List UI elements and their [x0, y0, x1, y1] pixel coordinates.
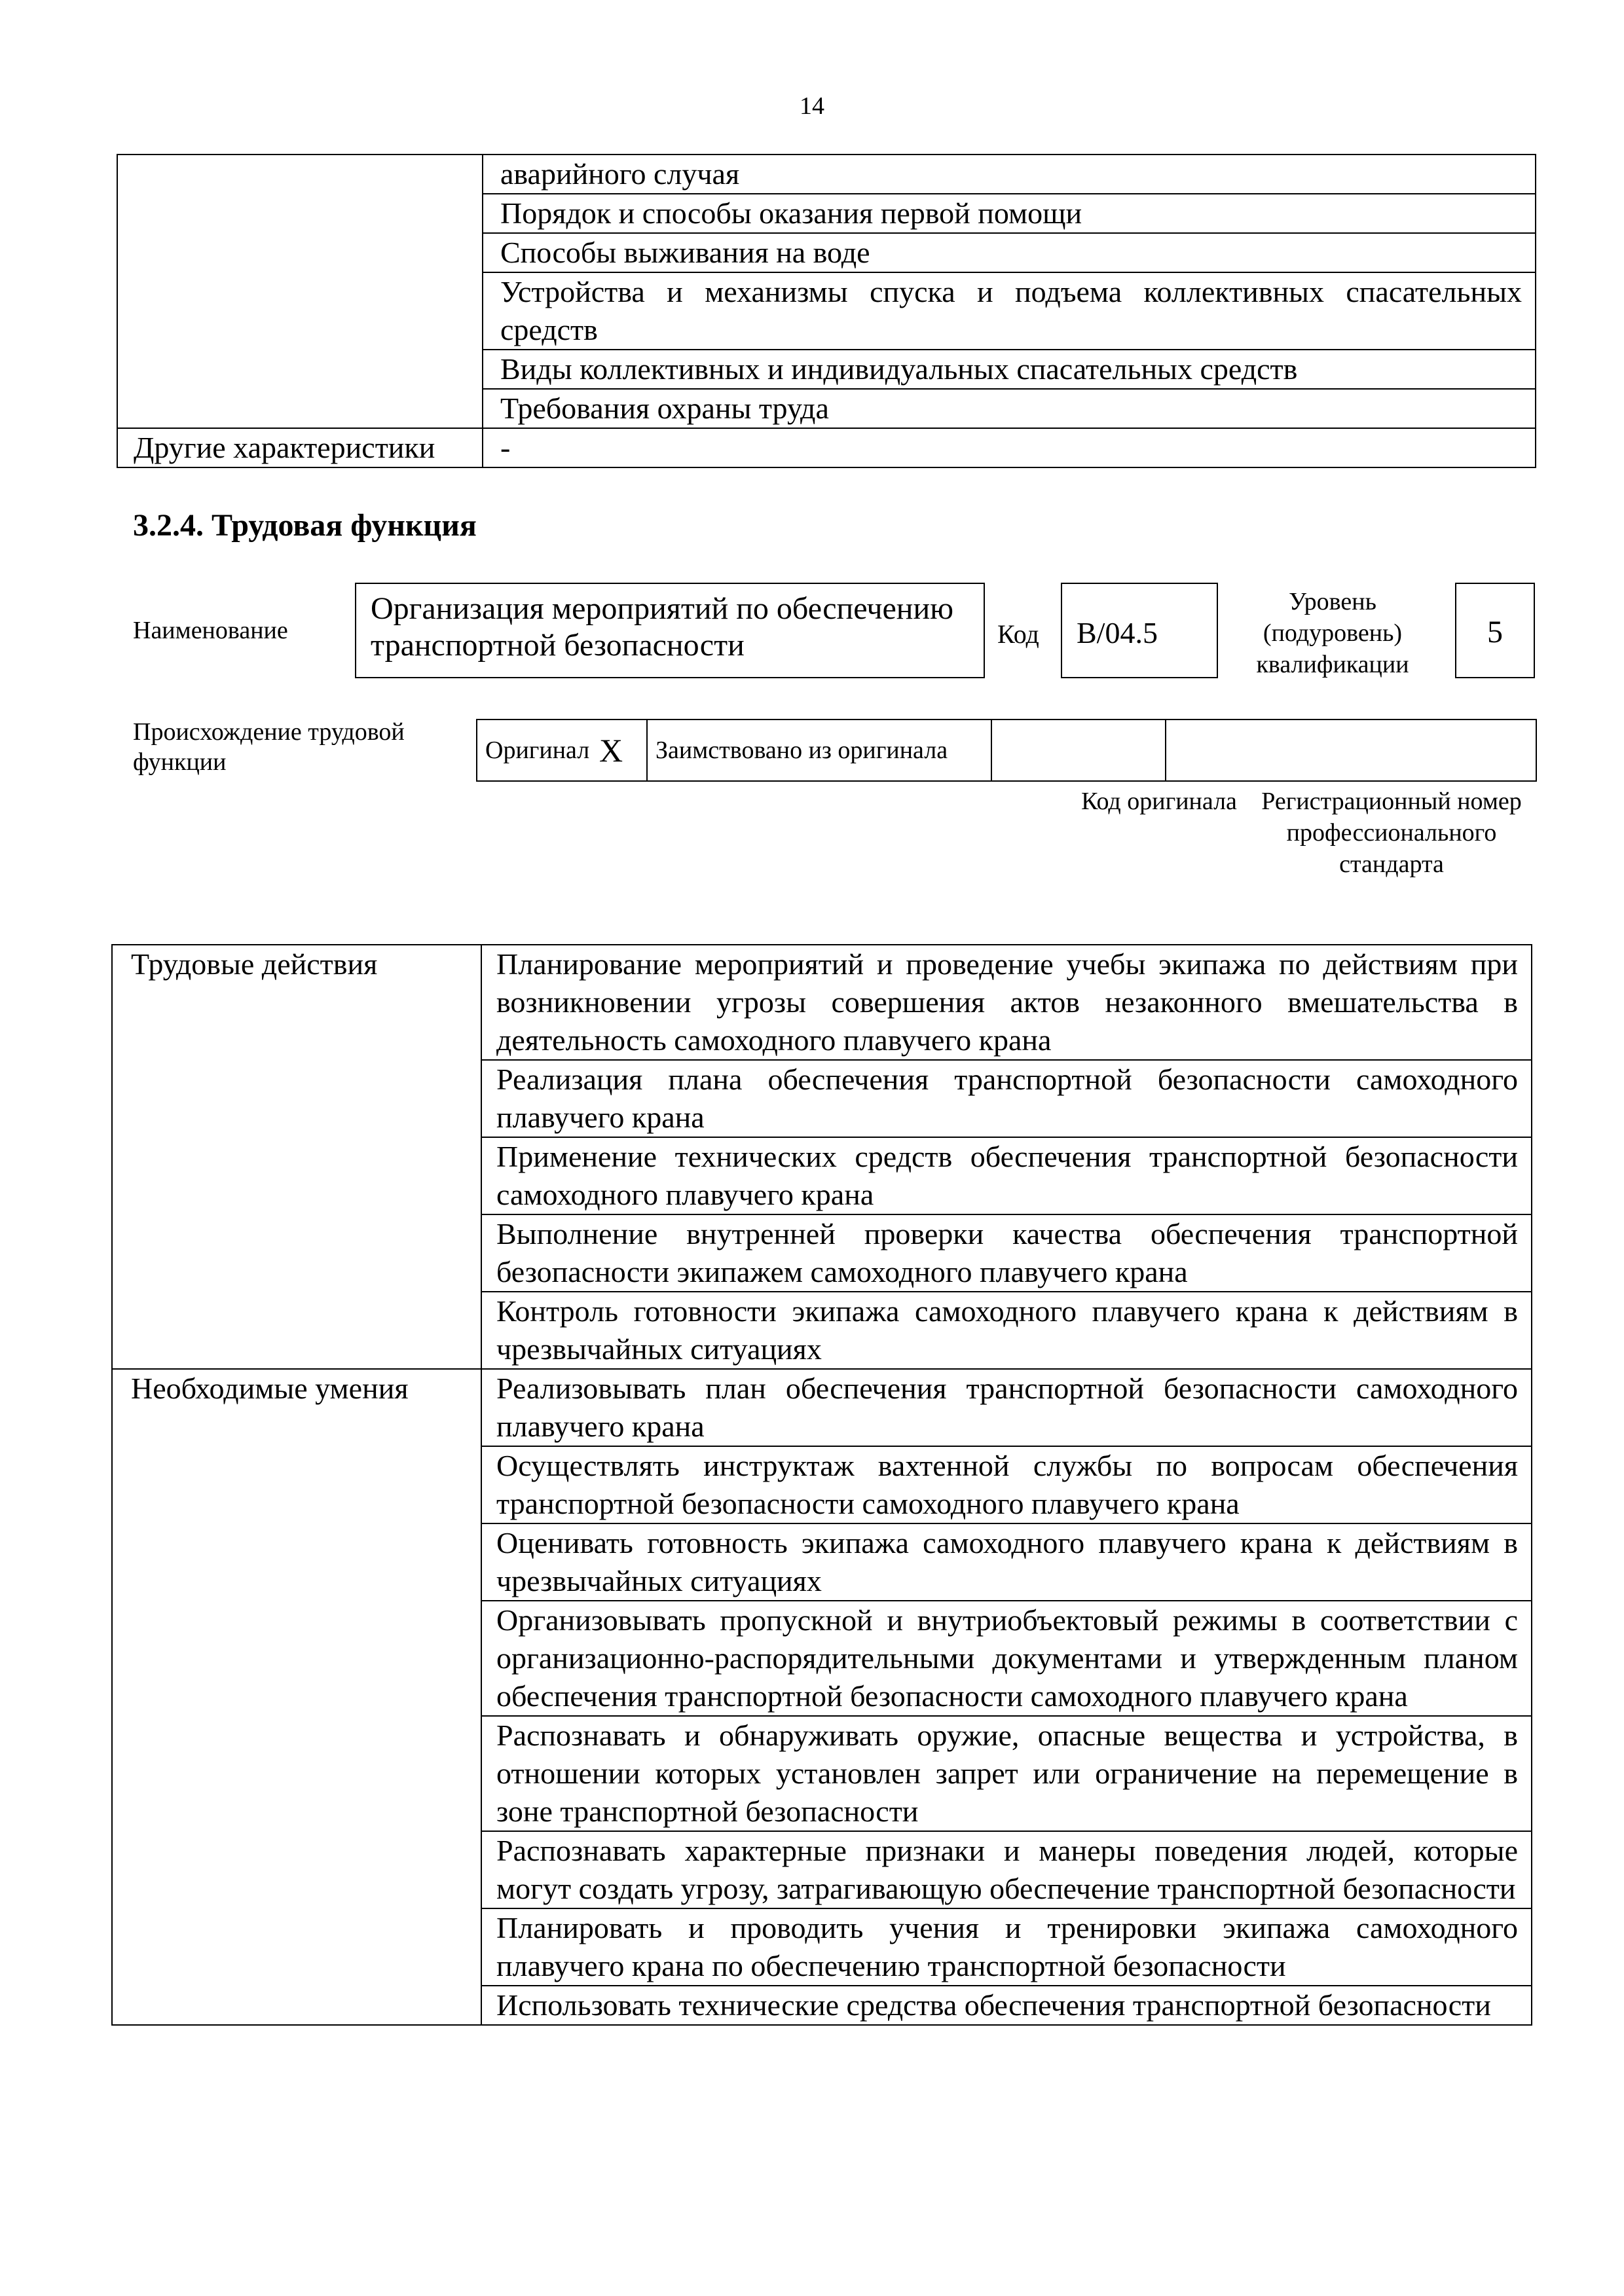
other-characteristics-label: Другие характеристики: [117, 428, 483, 467]
list-item: Оценивать готовность экипажа самоходного плавучего крана к действиям в чрезвычайных ситуациях: [481, 1523, 1532, 1601]
continued-requirements-table: [117, 154, 1536, 468]
origin-label: Происхождение трудовой функции: [133, 718, 405, 776]
name-label: Наименование: [133, 617, 288, 644]
list-item: Организовывать пропускной и внутриобъектовый режимы в соответствии с организационно-распорядительными документами и утвержденным планом обеспечения транспортной безопасности самоходного плавучего крана: [481, 1601, 1532, 1716]
list-item: Требования охраны труда: [483, 389, 1536, 428]
list-item: Способы выживания на воде: [483, 233, 1536, 272]
list-item: Устройства и механизмы спуска и подъема коллективных спасательных средств: [483, 272, 1536, 350]
table-row: [112, 945, 1532, 1060]
original-code-caption: Код оригинала: [1081, 788, 1237, 815]
list-item: Осуществлять инструктаж вахтенной службы по вопросам обеспечения транспортной безопасности самоходного плавучего крана: [481, 1446, 1532, 1523]
original-label: Оригинал: [477, 720, 591, 781]
page-number: 14: [800, 92, 824, 120]
table-row: [477, 720, 1536, 781]
code-value-box: B/04.5: [1061, 583, 1218, 678]
original-code-cell: [991, 720, 1166, 781]
list-item: Планирование мероприятий и проведение учебы экипажа по действиям при возникновении угрозы совершения актов незаконного вмешательства в деятельность самоходного плавучего крана: [481, 945, 1532, 1060]
list-item: Контроль готовности экипажа самоходного плавучего крана к действиям в чрезвычайных ситуациях: [481, 1292, 1532, 1369]
origin-table: [476, 719, 1537, 782]
list-item: Выполнение внутренней проверки качества обеспечения транспортной безопасности экипажем самоходного плавучего крана: [481, 1214, 1532, 1292]
qualification-level-box: 5: [1455, 583, 1535, 678]
table-row: [117, 428, 1536, 467]
list-item: Применение технических средств обеспечения транспортной безопасности самоходного плавучего крана: [481, 1137, 1532, 1214]
list-item: Реализация плана обеспечения транспортной безопасности самоходного плавучего крана: [481, 1060, 1532, 1137]
list-item: Использовать технические средства обеспечения транспортной безопасности: [481, 1986, 1532, 2025]
blank-category-cell: [117, 155, 483, 428]
list-item: Порядок и способы оказания первой помощи: [483, 194, 1536, 233]
list-item: Виды коллективных и индивидуальных спасательных средств: [483, 350, 1536, 389]
list-item: Распознавать характерные признаки и манеры поведения людей, которые могут создать угрозу, затрагивающую обеспечение транспортной безопасности: [481, 1831, 1532, 1908]
other-characteristics-value: -: [483, 428, 1536, 467]
list-item: аварийного случая: [483, 155, 1536, 194]
qualification-level-label: Уровень (подуровень) квалификации: [1256, 588, 1409, 678]
table-row: [117, 155, 1536, 194]
code-label: Код: [997, 619, 1039, 649]
section-heading: 3.2.4. Трудовая функция: [133, 508, 477, 543]
function-name-box: Организация мероприятий по обеспечению транспортной безопасности: [355, 583, 985, 678]
function-details-table: [111, 944, 1532, 2026]
table-row: [112, 1369, 1532, 1446]
original-mark: X: [591, 720, 647, 781]
registration-number-cell: [1166, 720, 1536, 781]
list-item: Планировать и проводить учения и тренировки экипажа самоходного плавучего крана по обеспечению транспортной безопасности: [481, 1908, 1532, 1986]
borrowed-label: Заимствовано из оригинала: [647, 720, 991, 781]
labor-actions-label: Трудовые действия: [112, 945, 481, 1369]
list-item: Реализовывать план обеспечения транспортной безопасности самоходного плавучего крана: [481, 1369, 1532, 1446]
required-skills-label: Необходимые умения: [112, 1369, 481, 2025]
list-item: Распознавать и обнаруживать оружие, опасные вещества и устройства, в отношении которых установлен запрет или ограничение на перемещение в зоне транспортной безопасности: [481, 1716, 1532, 1831]
registration-number-caption: Регистрационный номер профессионального стандарта: [1261, 788, 1522, 878]
